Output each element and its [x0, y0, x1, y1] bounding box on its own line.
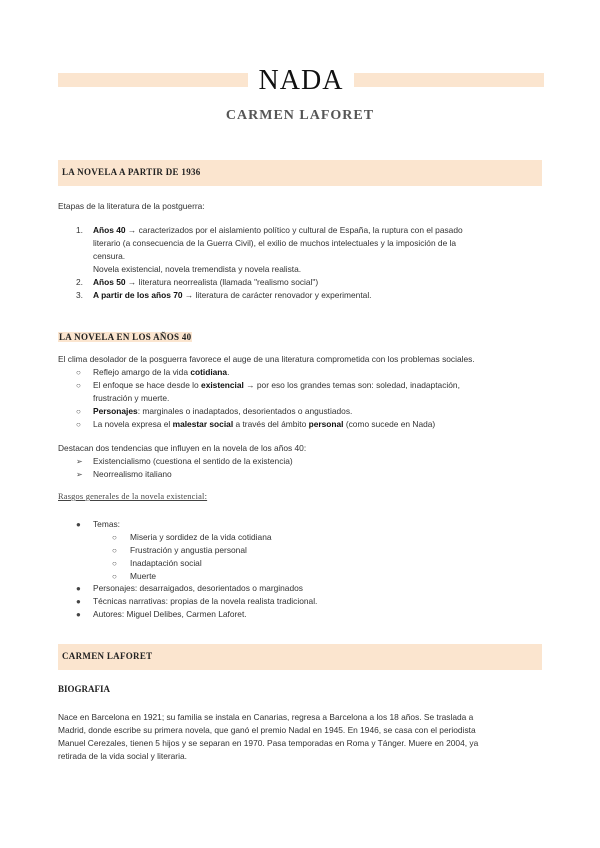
- paragraph: Destacan dos tendencias que influyen en la novela de los años 40:: [58, 443, 307, 453]
- bullet-item: Personajes: desarraigados, desorientados o marginados: [93, 583, 303, 593]
- bullet-item: Autores: Miguel Delibes, Carmen Laforet.: [93, 609, 247, 619]
- bio-line: Nace en Barcelona en 1921; su familia se instala en Canarias, regresa a Barcelona a los 18 años. Se traslada a: [58, 712, 474, 722]
- section-heading-carmen-laforet: [58, 644, 542, 670]
- bullet-item-cont: frustración y muerte.: [93, 393, 170, 403]
- circle-bullet-icon: ○: [76, 381, 81, 390]
- section-heading-novela-1936: [58, 160, 542, 186]
- circle-bullet-icon: ○: [76, 420, 81, 429]
- paragraph: El clima desolador de la posguerra favorece el auge de una literatura comprometida con los problemas sociales.: [58, 354, 475, 364]
- list-number: 1.: [76, 225, 83, 235]
- list-item: Años 50 → literatura neorrealista (llamada "realismo social"): [93, 277, 319, 287]
- arrow-item: Existencialismo (cuestiona el sentido de la existencia): [93, 456, 293, 466]
- arrow-bullet-icon: ➢: [76, 457, 83, 466]
- list-item: A partir de los años 70 → literatura de carácter renovador y experimental.: [93, 290, 372, 300]
- intro-text: Etapas de la literatura de la postguerra:: [58, 201, 205, 211]
- list-number: 3.: [76, 290, 83, 300]
- circle-bullet-icon: ○: [76, 407, 81, 416]
- section-heading-novela-40: [58, 327, 192, 345]
- section-heading-text: LA NOVELA A PARTIR DE 1936: [62, 167, 201, 177]
- dot-bullet-icon: ●: [76, 584, 81, 593]
- list-item-cont: censura.: [93, 251, 126, 261]
- arrow-item: Neorrealismo italiano: [93, 469, 172, 479]
- list-item-cont: Novela existencial, novela tremendista y novela realista.: [93, 264, 302, 274]
- sub-bullet-item: Miseria y sordidez de la vida cotidiana: [130, 532, 272, 542]
- list-number: 2.: [76, 277, 83, 287]
- bullet-item: Personajes: marginales o inadaptados, desorientados o angustiados.: [93, 406, 353, 416]
- bio-line: retirada de la vida social y literaria.: [58, 751, 187, 761]
- dot-bullet-icon: ●: [76, 520, 81, 529]
- author-subtitle: CARMEN LAFORET: [225, 108, 375, 123]
- bullet-item: Técnicas narrativas: propias de la novela realista tradicional.: [93, 596, 318, 606]
- circle-bullet-icon: ○: [112, 572, 117, 581]
- circle-bullet-icon: ○: [112, 533, 117, 542]
- bullet-item: La novela expresa el malestar social a través del ámbito personal (como sucede en Nada): [93, 419, 436, 429]
- circle-bullet-icon: ○: [76, 368, 81, 377]
- bio-line: Madrid, donde escribe su primera novela, que ganó el premio Nadal en 1945. En 1946, se casa con el periodista: [58, 725, 476, 735]
- bullet-item: Reflejo amargo de la vida cotidiana.: [93, 367, 230, 377]
- bio-line: Manuel Cerezales, tienen 5 hijos y se separan en 1970. Pasa temporadas en Roma y Tánger. Muere en 2004, ya: [58, 738, 479, 748]
- sub-bullet-item: Muerte: [130, 571, 157, 581]
- sub-bullet-item: Inadaptación social: [130, 558, 202, 568]
- circle-bullet-icon: ○: [112, 546, 117, 555]
- bullet-item: El enfoque se hace desde lo existencial → por eso los grandes temas son: soledad, inadaptación,: [93, 380, 460, 390]
- bullet-item: Temas:: [93, 519, 120, 529]
- document-title: NADA: [258, 65, 344, 96]
- subsection-heading-biografia: BIOGRAFIA: [58, 684, 111, 694]
- arrow-bullet-icon: ➢: [76, 470, 83, 479]
- list-item-cont: literario (a consecuencia de la Guerra Civil), el exilio de muchos intelectuales y la imposición de la: [93, 238, 457, 248]
- circle-bullet-icon: ○: [112, 559, 117, 568]
- title-row: [58, 67, 544, 95]
- section-heading-text: CARMEN LAFORET: [62, 651, 153, 661]
- dot-bullet-icon: ●: [76, 597, 81, 606]
- section-heading-text: LA NOVELA EN LOS AÑOS 40: [59, 332, 192, 342]
- sub-bullet-item: Frustración y angustia personal: [130, 545, 247, 555]
- list-item: Años 40 → caracterizados por el aislamiento político y cultural de España, la ruptura con el pasado: [93, 225, 463, 235]
- subsection-heading: Rasgos generales de la novela existencial:: [58, 492, 208, 501]
- dot-bullet-icon: ●: [76, 610, 81, 619]
